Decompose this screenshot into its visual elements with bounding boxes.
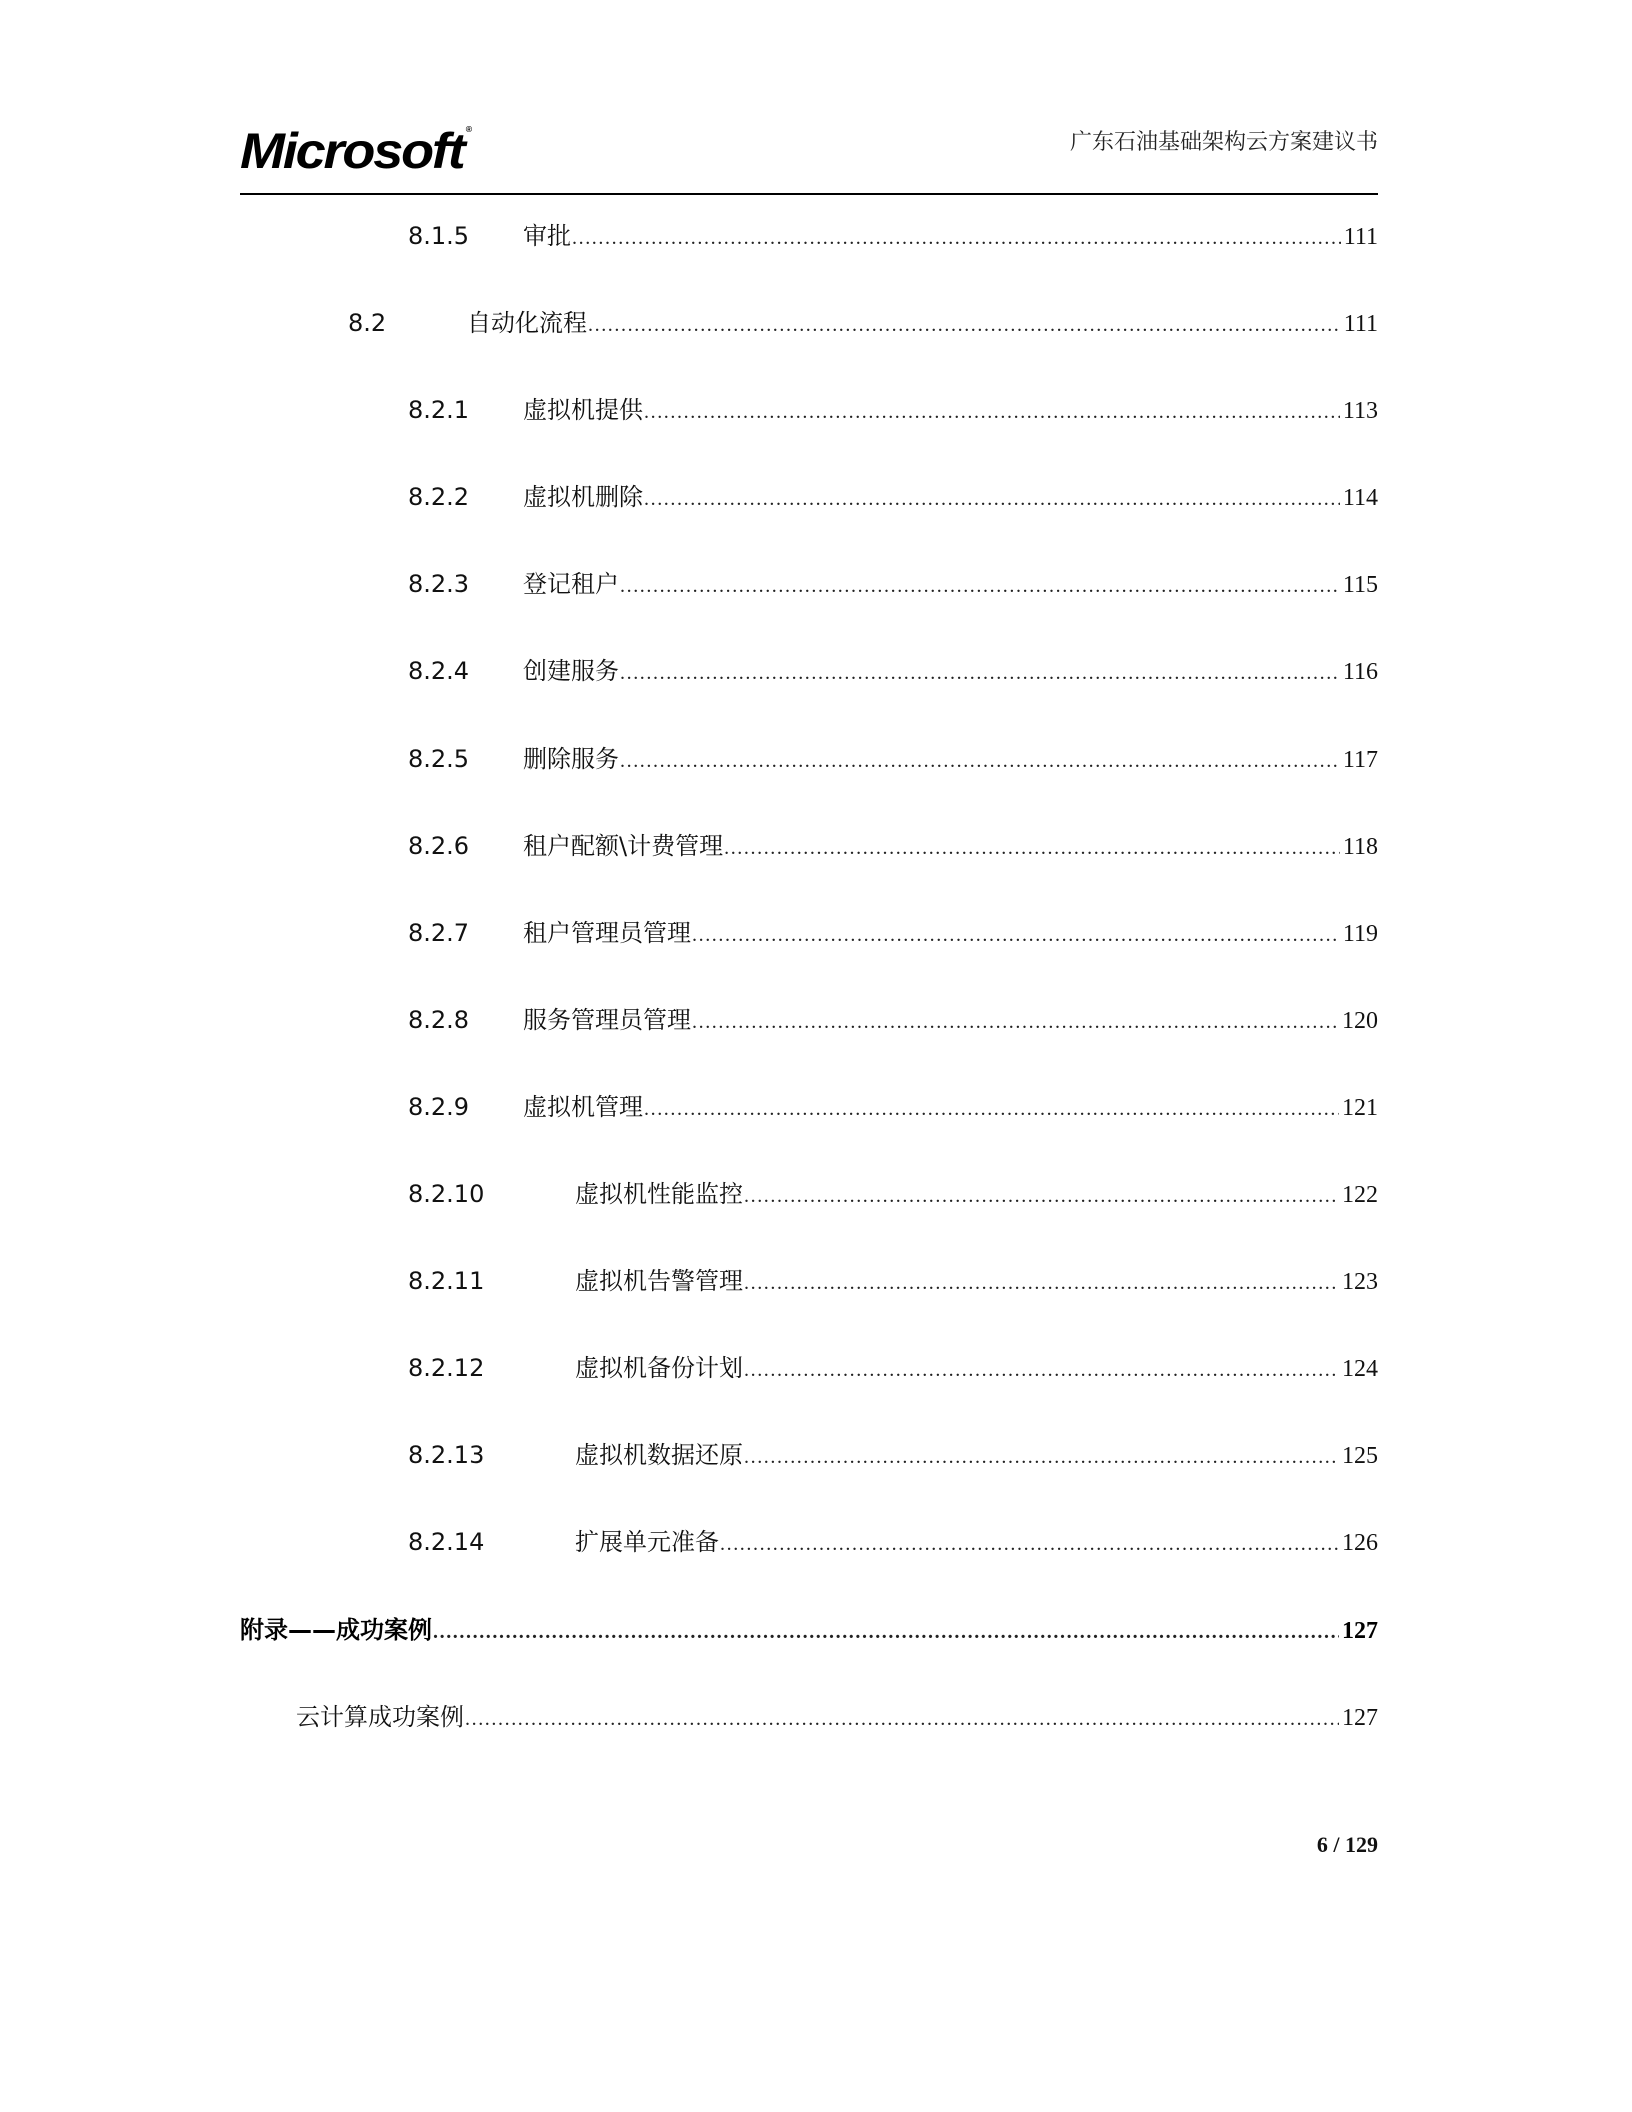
toc-entry-number: 8.1.5 [408,222,470,250]
dot-leader [620,562,1340,610]
toc-entry-8-2-14[interactable] [240,1518,1378,1605]
toc-entry-8-2-13[interactable] [240,1431,1378,1518]
page-header [240,118,1378,195]
toc-entry-8-2-11[interactable] [240,1257,1378,1344]
table-of-contents [240,212,1378,1780]
toc-entry-title[interactable]: 虚拟机管理 [523,1083,643,1131]
toc-entry-page[interactable]: 121 [1342,1094,1378,1121]
toc-entry-8-2-2[interactable] [240,473,1378,560]
toc-entry-8-2-1[interactable] [240,386,1378,473]
toc-entry-title[interactable]: 删除服务 [523,735,619,783]
toc-entry-title[interactable]: 租户管理员管理 [523,909,691,957]
toc-entry-page[interactable]: 122 [1342,1182,1378,1209]
toc-entry-title[interactable]: 登记租户 [523,560,619,608]
toc-entry-page[interactable]: 127 [1342,1704,1378,1731]
document-title: 广东石油基础架构云方案建议书 [1069,130,1378,155]
toc-entry-number: 8.2.12 [408,1354,485,1383]
toc-entry-title[interactable]: 自动化流程 [467,299,587,347]
dot-leader [620,649,1340,697]
toc-entry-title[interactable]: 虚拟机告警管理 [575,1257,743,1305]
toc-entry-8-2-10[interactable] [240,1170,1378,1257]
page-number: 6 / 129 [1316,1832,1378,1857]
toc-entry-number: 8.2.10 [408,1180,485,1209]
toc-entry-page[interactable]: 118 [1342,833,1378,860]
toc-entry-8-2-9[interactable] [240,1083,1378,1170]
toc-entry-appendix[interactable] [240,1606,1378,1693]
toc-entry-title[interactable]: 虚拟机提供 [523,386,643,434]
toc-entry-number: 8.2.2 [408,483,470,512]
toc-entry-8-2-12[interactable] [240,1344,1378,1431]
dot-leader [692,998,1339,1046]
toc-entry-page[interactable]: 116 [1342,659,1378,686]
toc-entry-title[interactable]: 虚拟机数据还原 [575,1431,743,1479]
toc-entry-8-1-5[interactable] [240,212,1378,299]
toc-entry-title[interactable]: 虚拟机性能监控 [575,1170,743,1218]
logo-text: Microsoft [240,123,464,179]
toc-entry-8-2-6[interactable] [240,822,1378,909]
toc-entry-page[interactable]: 115 [1342,572,1378,599]
dot-leader [644,475,1340,523]
toc-entry-cloud-cases[interactable] [240,1693,1378,1780]
toc-entry-page[interactable]: 126 [1342,1530,1378,1557]
dot-leader [433,1608,1339,1656]
toc-entry-number: 8.2.14 [408,1528,485,1557]
dot-leader [644,1085,1339,1133]
toc-entry-number: 8.2.11 [408,1267,485,1296]
toc-entry-title[interactable]: 虚拟机删除 [523,473,643,521]
toc-entry-page[interactable]: 114 [1342,485,1378,512]
toc-entry-title[interactable]: 虚拟机备份计划 [575,1344,743,1392]
dot-leader [744,1172,1339,1220]
toc-entry-page[interactable]: 125 [1342,1443,1378,1470]
dot-leader [724,824,1340,872]
dot-leader [465,1695,1339,1743]
toc-entry-title[interactable]: 创建服务 [523,647,619,695]
microsoft-logo [240,123,470,179]
toc-entry-page[interactable]: 119 [1342,920,1378,947]
toc-entry-number: 8.2.6 [408,831,470,860]
toc-entry-page[interactable]: 111 [1343,224,1378,250]
dot-leader [744,1346,1339,1394]
dot-leader [572,214,1341,262]
dot-leader [588,301,1341,349]
dot-leader [720,1520,1339,1568]
toc-entry-8-2-3[interactable] [240,560,1378,647]
dot-leader [692,911,1340,959]
toc-entry-page[interactable]: 120 [1342,1007,1378,1034]
toc-entry-title[interactable]: 服务管理员管理 [523,996,691,1044]
toc-entry-number: 8.2.7 [408,918,470,947]
toc-entry-title[interactable]: 审批 [523,212,571,260]
toc-entry-page[interactable]: 124 [1342,1356,1378,1383]
dot-leader [620,737,1340,785]
toc-entry-number: 8.2.8 [408,1005,470,1034]
dot-leader [744,1433,1339,1481]
toc-entry-title[interactable]: 租户配额\计费管理 [523,822,723,870]
toc-entry-number: 8.2.9 [408,1092,470,1121]
toc-entry-number: 8.2 [348,309,387,338]
toc-entry-page[interactable]: 127 [1342,1617,1378,1644]
toc-entry-8-2[interactable] [240,299,1378,386]
toc-entry-page[interactable]: 111 [1343,311,1378,338]
toc-entry-title[interactable]: 扩展单元准备 [575,1518,719,1566]
toc-entry-number: 8.2.5 [408,744,470,773]
toc-entry-8-2-7[interactable] [240,909,1378,996]
toc-entry-number: 8.2.1 [408,396,470,425]
toc-entry-title[interactable]: 云计算成功案例 [296,1693,464,1741]
toc-entry-8-2-4[interactable] [240,647,1378,734]
toc-entry-8-2-5[interactable] [240,735,1378,822]
toc-entry-title[interactable]: 附录——成功案例 [240,1606,432,1654]
toc-entry-number: 8.2.13 [408,1441,485,1470]
toc-entry-page[interactable]: 113 [1342,398,1378,425]
registered-mark-icon: ® [465,125,470,134]
toc-entry-number: 8.2.3 [408,570,470,599]
toc-entry-number: 8.2.4 [408,657,470,686]
toc-entry-page[interactable]: 117 [1342,746,1378,773]
dot-leader [744,1259,1339,1307]
dot-leader [644,388,1340,436]
toc-entry-8-2-8[interactable] [240,996,1378,1083]
toc-entry-page[interactable]: 123 [1342,1269,1378,1296]
